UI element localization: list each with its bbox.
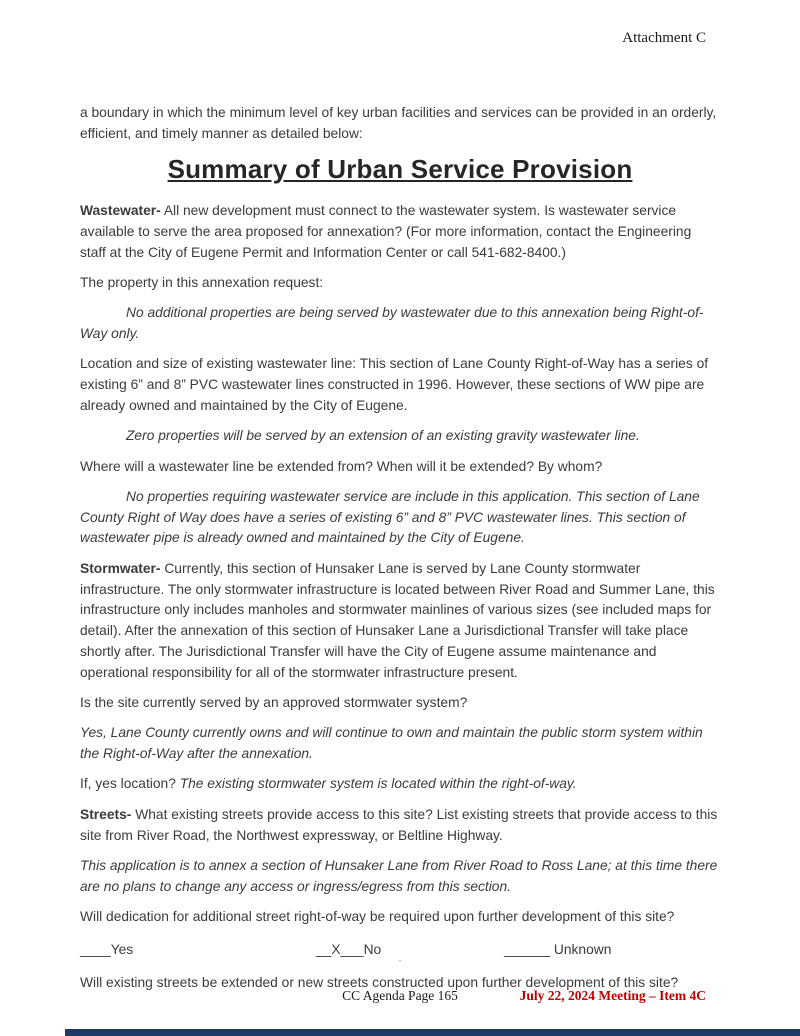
text-run: If, yes location? [80, 776, 180, 792]
next-page-edge-bar [65, 1029, 800, 1036]
annexation-request-paragraph [80, 273, 720, 294]
text-run: Currently, this section of Hunsaker Lane is served by Lane County stormwater infrastructure. The only stormwater infrastructure is located between River Road and Summer Lane, this infrastructure only includes manholes and stormwater mainlines of various sizes (see included maps for detail). After the annexation of this section of Hunsaker Lane a Jurisdictional Transfer will take place shortly after. The Jurisdictional Transfer will have the City of Eugene assume maintenance and operational responsibility for all of the stormwater infrastructure present. [80, 560, 715, 680]
streets-answer-1 [80, 856, 720, 898]
stormwater-location-line [80, 774, 720, 795]
streets-intro-paragraph [80, 805, 720, 847]
option-yes[interactable]: ____Yes [80, 941, 134, 957]
document-title: Summary of Urban Service Provision [167, 154, 633, 185]
text-run: No additional properties are being served by wastewater due to this annexation being Right-of-Way only. [80, 305, 704, 342]
text-run: Location and size of existing wastewater line: This section of Lane County Right-of-Way has a series of existing 6” and 8” PVC wastewater lines constructed in 1996. However, these sections of WW pipe are already owned and maintained by the City of Eugene. [80, 356, 709, 413]
text-run: Will existing streets be extended or new streets constructed upon further development of this site? [80, 974, 679, 990]
text-run: All new development must connect to the wastewater system. Is wastewater service available to serve the area proposed for annexation? (For more information, contact the Engineering staff at the City of Eugene Permit and Information Center or call 541-682-8400.) [80, 203, 692, 260]
wastewater-intro-paragraph [80, 201, 720, 263]
bold-run: Stormwater- [80, 560, 161, 576]
option-unknown[interactable]: ______ Unknown [504, 941, 612, 957]
text-run: Is the site currently served by an approved stormwater system? [80, 695, 468, 711]
italic-run: The existing stormwater system is located within the right-of-way. [179, 776, 577, 792]
document-body [80, 103, 720, 993]
page-footer [80, 988, 720, 1006]
bold-run: Streets- [80, 806, 132, 822]
dedication-question [80, 907, 720, 928]
intro-paragraph [80, 103, 720, 145]
text-run: This application is to annex a section of Hunsaker Lane from River Road to Ross Lane; at this time there are no plans to change any access or ingress/egress from this section. [80, 857, 718, 894]
text-run: a boundary in which the minimum level of key urban facilities and services can be provided in an orderly, efficient, and timely manner as detailed below: [80, 105, 717, 141]
text-run: Will dedication for additional street right-of-way be required upon further development of this site? [80, 908, 675, 924]
wastewater-answer-1 [80, 303, 720, 345]
wastewater-answer-3 [80, 487, 720, 549]
text-run: The property in this annexation request: [80, 274, 324, 290]
wastewater-answer-2 [80, 426, 720, 447]
text-run: Yes, Lane County currently owns and will continue to own and maintain the public storm system within the Right-of-Way after the annexation. [80, 725, 703, 762]
bold-run: Wastewater- [80, 203, 161, 219]
attachment-label: Attachment C [622, 30, 706, 46]
option-no[interactable]: __X___No [316, 941, 382, 957]
stray-period: . [398, 953, 402, 964]
footer-meeting-label: July 22, 2024 Meeting – Item 4C [519, 988, 706, 1003]
footer-page-label: CC Agenda Page 165 [342, 988, 458, 1003]
text-run: No properties requiring wastewater service are include in this application. This section of Lane County Right of Way does have a series of existing 6” and 8” PVC wastewater lines. This section of wastewater pipe is already owned and maintained by the City of Eugene. [80, 488, 700, 546]
text-run: Where will a wastewater line be extended from? When will it be extended? By whom? [80, 458, 603, 474]
text-run: What existing streets provide access to this site? List existing streets that provide access to this site from River Road, the Northwest expressway, or Beltline Highway. [80, 806, 718, 843]
stormwater-intro-paragraph [80, 559, 720, 684]
text-run: Zero properties will be served by an extension of an existing gravity wastewater line. [126, 428, 640, 444]
wastewater-extension-question [80, 457, 720, 478]
wastewater-location-paragraph [80, 354, 720, 416]
stormwater-answer-1 [80, 723, 720, 765]
stormwater-question [80, 693, 720, 714]
